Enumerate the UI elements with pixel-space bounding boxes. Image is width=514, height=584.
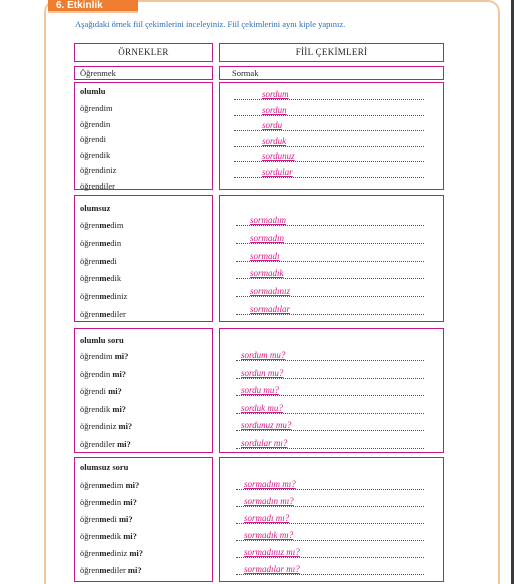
answer-line[interactable] bbox=[236, 547, 424, 558]
answer-text: sordunuz bbox=[262, 151, 295, 162]
answer-text: sormadı mı? bbox=[244, 513, 290, 523]
answer-line[interactable] bbox=[234, 105, 424, 116]
header-conjugations: FİİL ÇEKİMLERİ bbox=[219, 43, 444, 62]
example-form: öğrenmedi mi? bbox=[80, 514, 133, 524]
group-title: olumlu bbox=[80, 86, 106, 96]
answer-text: sormadınız mı? bbox=[244, 547, 300, 557]
example-form: öğrendi bbox=[80, 134, 106, 145]
example-form: öğrenmediler bbox=[80, 309, 126, 319]
answer-line[interactable] bbox=[236, 233, 424, 244]
example-form: öğrenmedin mi? bbox=[80, 497, 137, 507]
example-form: öğrendin mi? bbox=[80, 368, 127, 379]
example-form: öğrenmedik bbox=[80, 273, 122, 284]
subheader-box-right bbox=[219, 66, 444, 80]
answer-line[interactable] bbox=[236, 368, 424, 379]
answer-text: sordum mu? bbox=[241, 350, 286, 360]
answer-line[interactable] bbox=[236, 496, 424, 507]
examples-box-1 bbox=[74, 82, 213, 190]
answer-text: sordunuz mu? bbox=[241, 420, 292, 431]
example-form: öğrendik mi? bbox=[80, 403, 127, 414]
answer-text: sormadık bbox=[250, 268, 284, 279]
examples-box-4 bbox=[74, 457, 213, 582]
answer-text: sordular bbox=[262, 167, 293, 177]
example-form: öğrendi mi? bbox=[80, 386, 122, 397]
example-form: öğrenmedin bbox=[80, 237, 122, 248]
answer-text: sordum bbox=[262, 89, 289, 99]
example-form: öğrendiler bbox=[80, 181, 115, 191]
answer-text: sormadı bbox=[250, 250, 280, 261]
answer-line[interactable] bbox=[236, 564, 424, 575]
answer-text: sordun mu? bbox=[241, 367, 284, 378]
answer-text: sormadılar bbox=[250, 304, 291, 314]
example-form: öğrenmedim mi? bbox=[80, 480, 140, 490]
example-form: öğrendiler mi? bbox=[80, 439, 131, 449]
example-form: öğrenmedik mi? bbox=[80, 531, 137, 541]
answer-text: sormadım mı? bbox=[244, 479, 296, 489]
subheader-verb-target: Sormak bbox=[232, 68, 259, 78]
answer-line[interactable] bbox=[236, 304, 424, 315]
answer-line[interactable] bbox=[236, 403, 424, 414]
examples-box-3 bbox=[74, 328, 213, 453]
example-form: öğrendim mi? bbox=[80, 351, 129, 361]
example-form: öğrendik bbox=[80, 149, 111, 160]
answer-line[interactable] bbox=[236, 350, 424, 361]
answer-text: sordun bbox=[262, 104, 287, 115]
answer-line[interactable] bbox=[236, 438, 424, 449]
activity-title: 6. Etkinlik bbox=[48, 0, 138, 13]
example-form: öğrenmedim bbox=[80, 220, 124, 230]
example-form: öğrendin bbox=[80, 118, 111, 129]
answer-line[interactable] bbox=[236, 385, 424, 396]
answer-line[interactable] bbox=[236, 268, 424, 279]
answer-line[interactable] bbox=[236, 251, 424, 262]
answer-line[interactable] bbox=[234, 120, 424, 131]
example-form: öğrenmediniz mi? bbox=[80, 548, 144, 558]
instruction-text: Aşağıdaki örnek fiil çekimlerini inceleyiniz. Fiil çekimlerini aynı kiple yapınız. bbox=[75, 19, 346, 29]
examples-box-2 bbox=[74, 195, 213, 322]
answer-line[interactable] bbox=[236, 420, 424, 431]
answer-line[interactable] bbox=[236, 479, 424, 490]
answer-text: sorduk mu? bbox=[241, 402, 283, 413]
answer-line[interactable] bbox=[236, 513, 424, 524]
example-form: öğrendiniz bbox=[80, 165, 117, 176]
example-form: öğrendiniz mi? bbox=[80, 421, 133, 432]
group-title: olumsuz soru bbox=[80, 462, 129, 472]
group-title: olumsuz bbox=[80, 203, 111, 213]
example-form: öğrenmediniz bbox=[80, 291, 128, 302]
answer-line[interactable] bbox=[234, 167, 424, 178]
example-form: öğrendim bbox=[80, 103, 113, 113]
example-form: öğrenmedi bbox=[80, 255, 117, 266]
answer-text: sordular mı? bbox=[241, 438, 288, 448]
answer-text: sormadık mı? bbox=[244, 530, 294, 540]
answer-text: sormadın mı? bbox=[244, 496, 294, 506]
answer-line[interactable] bbox=[236, 530, 424, 541]
answer-line[interactable] bbox=[236, 286, 424, 297]
answer-text: sormadın bbox=[250, 232, 285, 243]
group-title: olumlu soru bbox=[80, 335, 124, 345]
answer-text: sorduk bbox=[262, 135, 287, 146]
answer-text: sormadım bbox=[250, 215, 287, 225]
answer-line[interactable] bbox=[234, 89, 424, 100]
answer-text: sordu bbox=[262, 120, 283, 131]
answer-text: sormadınız bbox=[250, 286, 291, 297]
answer-line[interactable] bbox=[236, 215, 424, 226]
subheader-box-left bbox=[74, 66, 213, 80]
header-examples: ÖRNEKLER bbox=[74, 43, 213, 62]
answer-line[interactable] bbox=[234, 151, 424, 162]
answer-text: sordu mu? bbox=[241, 385, 279, 396]
answer-line[interactable] bbox=[234, 136, 424, 147]
answer-text: sormadılar mı? bbox=[244, 564, 300, 574]
subheader-verb-example: Öğrenmek bbox=[80, 68, 116, 78]
example-form: öğrenmediler mi? bbox=[80, 565, 142, 575]
